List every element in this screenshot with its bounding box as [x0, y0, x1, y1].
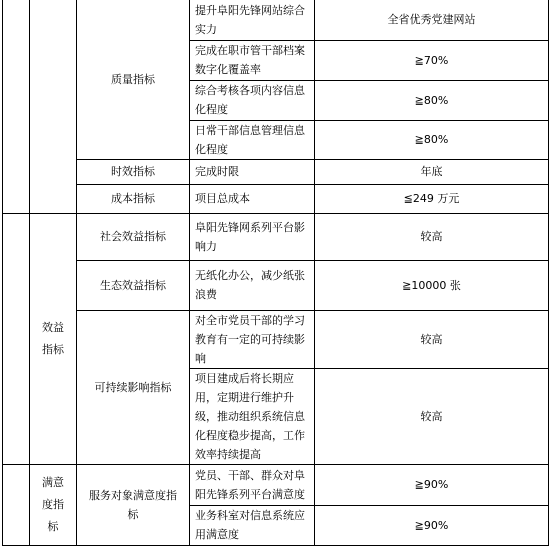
level2-benefit-label: 效益指标	[41, 320, 64, 356]
target-cell: 较高	[315, 213, 549, 260]
performance-indicator-table	[2, 0, 549, 546]
indicator-cell: 对全市党员干部的学习教育有一定的可持续影响	[190, 310, 315, 368]
level3-satisfaction-label: 服务对象满意度指标	[89, 488, 177, 521]
indicator-cell: 党员、干部、群众对阜阳先锋系列平台满意度	[190, 464, 315, 505]
target-cell: 全省优秀党建网站	[315, 0, 549, 40]
table-row	[3, 159, 549, 184]
target-cell: ≧10000 张	[315, 260, 549, 310]
level3-cell: 可持续影响指标	[77, 310, 190, 464]
indicator-cell: 提升阜阳先锋网站综合实力	[190, 0, 315, 40]
indicator-cell: 日常干部信息管理信息化程度	[190, 120, 315, 159]
indicator-cell: 业务科室对信息系统应用满意度	[190, 505, 315, 545]
target-cell: ≧80%	[315, 120, 549, 159]
table-row	[3, 310, 549, 368]
level2-cell-empty	[30, 0, 77, 213]
indicator-cell: 项目建成后将长期应用，定期进行维护升级，推动组织系统信息化程度稳步提高，工作效率持续提高	[190, 368, 315, 464]
table-row	[3, 213, 549, 260]
target-cell: 较高	[315, 368, 549, 464]
level2-satisfaction-label: 满意度指标	[41, 475, 64, 533]
level2-benefit	[30, 213, 77, 464]
level1-cell-empty	[3, 213, 30, 464]
level1-cell-empty	[3, 0, 30, 213]
table-row	[3, 260, 549, 310]
target-cell: ≧90%	[315, 464, 549, 505]
level3-cell: 成本指标	[77, 184, 190, 213]
table-row	[3, 0, 549, 40]
indicator-cell: 无纸化办公，减少纸张浪费	[190, 260, 315, 310]
target-cell: 年底	[315, 159, 549, 184]
level1-cell-empty	[3, 464, 30, 545]
indicator-cell: 完成时限	[190, 159, 315, 184]
level3-cell	[77, 464, 190, 545]
level3-quality: 质量指标	[77, 0, 190, 159]
indicator-cell: 综合考核各项内容信息化程度	[190, 80, 315, 120]
table-row	[3, 184, 549, 213]
table-row	[3, 464, 549, 505]
target-cell: ≧90%	[315, 505, 549, 545]
level3-cell: 时效指标	[77, 159, 190, 184]
target-cell: ≧80%	[315, 80, 549, 120]
level2-satisfaction	[30, 464, 77, 545]
target-cell: 较高	[315, 310, 549, 368]
indicator-cell: 阜阳先锋网系列平台影响力	[190, 213, 315, 260]
target-cell: ≧70%	[315, 40, 549, 80]
indicator-cell: 完成在职市管干部档案数字化覆盖率	[190, 40, 315, 80]
target-cell: ≦249 万元	[315, 184, 549, 213]
level3-cell: 生态效益指标	[77, 260, 190, 310]
indicator-cell: 项目总成本	[190, 184, 315, 213]
level3-cell: 社会效益指标	[77, 213, 190, 260]
